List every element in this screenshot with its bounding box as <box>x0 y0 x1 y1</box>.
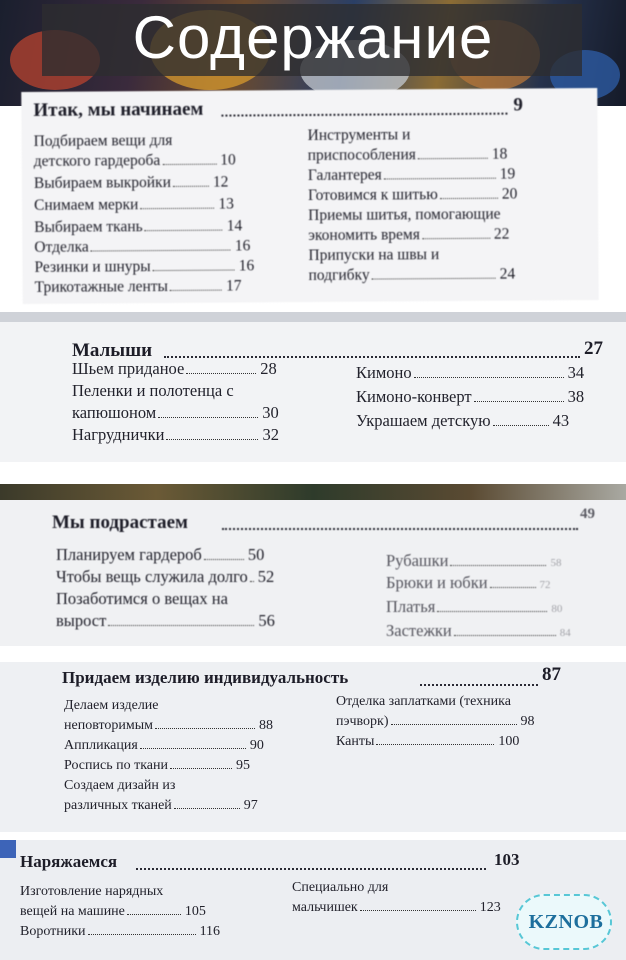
leader-dots <box>222 528 578 530</box>
toc-item: вырост 56 <box>56 611 275 630</box>
toc-item: Планируем гардероб 50 <box>56 545 265 564</box>
section-page: 49 <box>580 506 595 522</box>
toc-item: Шьем приданое 28 <box>72 359 277 378</box>
toc-item: неповторимым 88 <box>64 718 274 733</box>
section-page: 103 <box>494 850 520 869</box>
toc-item: Канты 100 <box>336 734 520 749</box>
toc-item: пэчворк) 98 <box>336 714 535 729</box>
leader-dots <box>420 684 538 686</box>
section-card-2 <box>0 322 626 462</box>
toc-item: Чтобы вещь служила долго 52 <box>56 567 275 586</box>
toc-item: Отделка 16 <box>34 237 251 256</box>
toc-item: Аппликация 90 <box>64 738 264 753</box>
section-page: 9 <box>513 94 523 116</box>
toc-item: Создаем дизайн из <box>64 778 176 793</box>
photo-gap <box>0 312 626 322</box>
toc-item: мальчишек 123 <box>292 900 501 915</box>
toc-item: Кимоно 34 <box>356 363 585 382</box>
section-title: Придаем изделию индивидуальность <box>62 668 349 687</box>
toc-item: Украшаем детскую 43 <box>356 411 570 430</box>
toc-item: Специально для <box>292 880 389 895</box>
page-title: Содержание <box>132 4 494 71</box>
toc-item: Снимаем мерки 13 <box>33 195 234 214</box>
toc-item: Нагруднички 32 <box>72 425 279 444</box>
section-card-1 <box>21 88 598 304</box>
toc-item: Брюки и юбки 72 <box>386 573 551 592</box>
toc-item: Готовимся к шитью 20 <box>307 185 518 205</box>
section-title: Мы подрастаем <box>52 512 188 533</box>
toc-item: Резинки и шнуры 16 <box>34 257 255 276</box>
toc-item: различных тканей 97 <box>64 798 258 813</box>
blue-corner <box>0 840 16 858</box>
toc-item: Платья 80 <box>386 597 563 616</box>
toc-item: детского гардероба 10 <box>33 151 236 170</box>
toc-item: подгибку 24 <box>308 265 516 285</box>
toc-item: Припуски на швы и <box>308 246 440 265</box>
section-title: Малыши <box>72 340 153 361</box>
toc-item: Трикотажные ленты 17 <box>34 277 242 296</box>
toc-item: Подбираем вещи для <box>33 131 173 150</box>
section-card-3 <box>0 500 626 646</box>
toc-item: Инструменты и <box>307 126 411 145</box>
toc-item: экономить время 22 <box>308 225 510 245</box>
watermark-badge <box>516 894 612 950</box>
toc-item: Пеленки и полотенца с <box>72 381 234 400</box>
toc-item: приспособления 18 <box>307 145 508 165</box>
toc-item: Приемы шитья, помогающие <box>308 205 501 225</box>
toc-item: вещей на машине 105 <box>20 904 206 919</box>
section-card-4 <box>0 662 626 832</box>
toc-item: капюшоном 30 <box>72 403 279 422</box>
watermark-text: KZNOB <box>528 911 604 933</box>
photo-gap <box>0 646 626 662</box>
toc-item: Изготовление нарядных <box>20 884 164 899</box>
toc-item: Выбираем ткань 14 <box>34 217 243 236</box>
photo-gap <box>0 832 626 840</box>
toc-item: Отделка заплатками (техника <box>336 694 511 709</box>
toc-item: Галантерея 19 <box>307 165 516 185</box>
section-title: Наряжаемся <box>20 852 118 871</box>
leader-dots <box>136 868 486 870</box>
section-page: 87 <box>542 664 561 685</box>
toc-item: Рубашки 58 <box>386 551 562 570</box>
toc-item: Воротники 116 <box>20 924 221 939</box>
toc-item: Кимоно-конверт 38 <box>356 387 585 406</box>
toc-item: Позаботимся о вещах на <box>56 589 228 608</box>
photo-gap <box>0 462 626 484</box>
section-title: Итак, мы начинаем <box>33 98 204 121</box>
toc-item: Роспись по ткани 95 <box>64 758 250 773</box>
toc-item: Выбираем выкройки 12 <box>33 173 229 192</box>
toc-item: Делаем изделие <box>64 698 159 713</box>
toc-item: Застежки 84 <box>386 621 571 640</box>
leader-dots <box>221 113 507 117</box>
section-page: 27 <box>584 338 603 359</box>
